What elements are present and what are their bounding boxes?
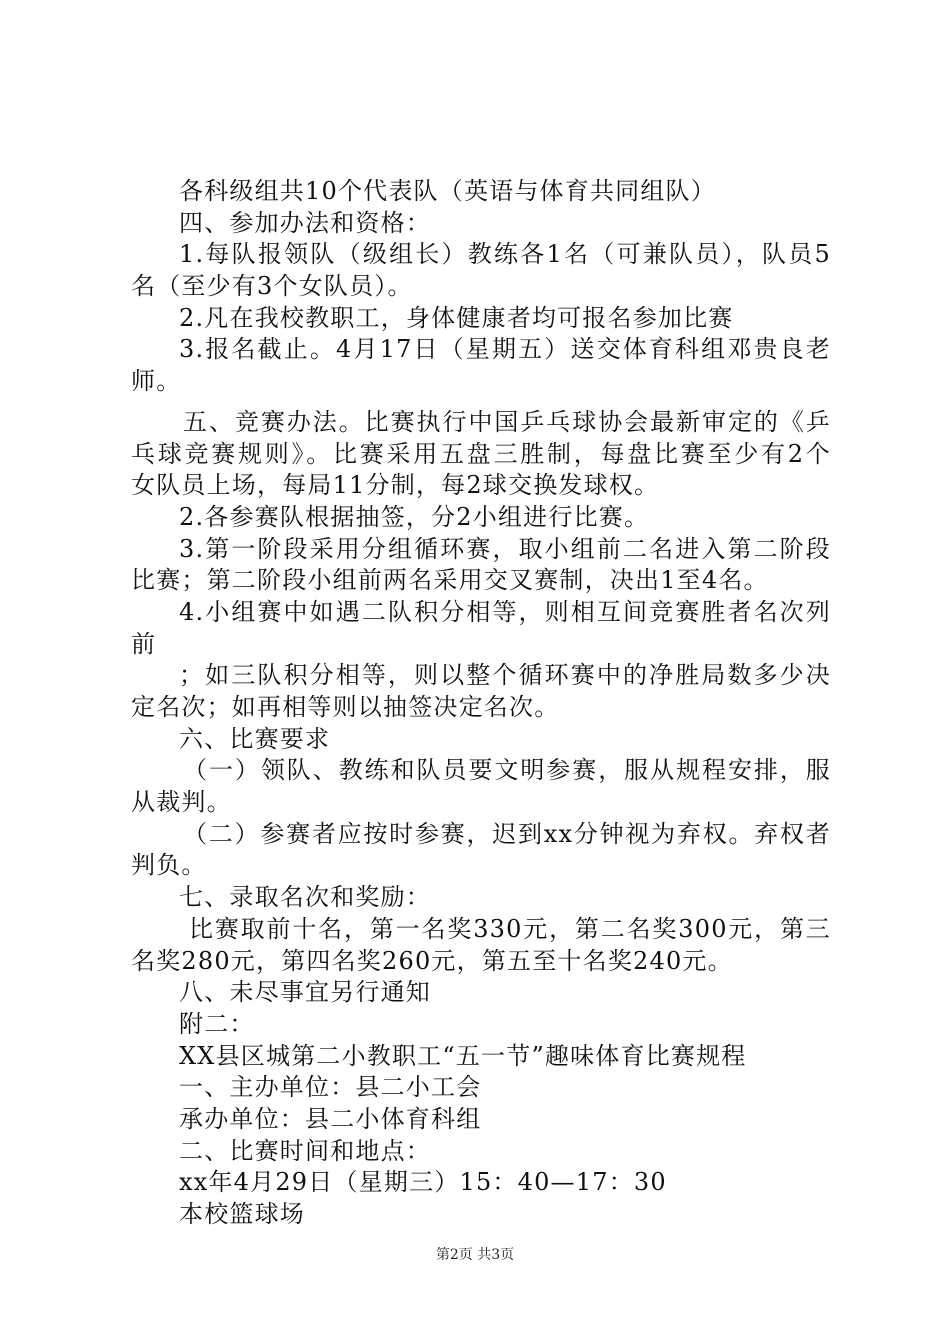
- section-heading: 六、比赛要求: [179, 724, 331, 753]
- text-line: 前: [131, 629, 157, 658]
- text-line: 本校篮球场: [179, 1200, 305, 1228]
- section-heading: 八、未尽事宜另行通知: [179, 978, 431, 1007]
- section-heading: 七、录取名次和奖励：: [179, 883, 431, 912]
- text-line: 比赛；第二阶段小组前两名采用交叉赛制，决出1至4名。: [131, 566, 769, 595]
- text-line: 各科级组共10个代表队（英语与体育共同组队）: [179, 177, 716, 205]
- text-line: 承办单位：县二小体育科组: [179, 1104, 482, 1133]
- page-number-footer: 第2页 共3页: [435, 1247, 515, 1263]
- text-line: 从裁判。: [131, 788, 232, 817]
- text-line: 附二：: [179, 1009, 255, 1038]
- document-title: XX县区城第二小教职工“五一节”趣味体育比赛规程: [179, 1041, 747, 1070]
- text-line: 3.第一阶段采用分组循环赛，取小组前二名进入第二阶段: [179, 534, 831, 563]
- text-line: 2.凡在我校教职工，身体健康者均可报名参加比赛: [179, 303, 734, 332]
- text-line: 2.各参赛队根据抽签，分2小组进行比赛。: [179, 502, 650, 531]
- text-line: 1.每队报领队（级组长）教练各1名（可兼队员），队员5: [179, 240, 831, 269]
- text-line: 判负。: [131, 851, 207, 880]
- text-line: 3.报名截止。4月17日（星期五）送交体育科组邓贵良老: [179, 335, 831, 364]
- section-heading: 四、参加办法和资格：: [179, 208, 431, 237]
- section-heading: 五、竞赛办法。比赛执行中国乒乓球协会最新审定的《乒: [183, 407, 831, 436]
- section-heading: 二、比赛时间和地点：: [179, 1136, 431, 1165]
- text-line: 乓球竞赛规则》。比赛采用五盘三胜制，每盘比赛至少有2个: [131, 439, 831, 468]
- document-body: [131, 176, 831, 1231]
- text-line: 女队员上场，每局11分制，每2球交换发球权。: [131, 471, 660, 500]
- text-line: （二）参赛者应按时参赛，迟到xx分钟视为弃权。弃权者: [183, 819, 831, 848]
- text-line: （一）领队、教练和队员要文明参赛，服从规程安排，服: [183, 756, 831, 785]
- text-line: ；如三队积分相等，则以整个循环赛中的净胜局数多少决: [179, 661, 831, 690]
- text-line: 比赛取前十名，第一名奖330元，第二名奖300元，第三: [189, 914, 831, 943]
- text-line: 名（至少有3个女队员）。: [131, 272, 413, 301]
- text-line: 名奖280元，第四名奖260元，第五至十名奖240元。: [131, 946, 733, 975]
- section-heading: 一、主办单位：县二小工会: [179, 1073, 482, 1102]
- text-line: 定名次；如再相等则以抽签决定名次。: [131, 693, 560, 721]
- text-line: 师。: [131, 367, 182, 396]
- text-line: xx年4月29日（星期三）15：40—17：30: [179, 1168, 667, 1197]
- text-line: 4.小组赛中如遇二队积分相等，则相互间竞赛胜者名次列: [179, 597, 831, 626]
